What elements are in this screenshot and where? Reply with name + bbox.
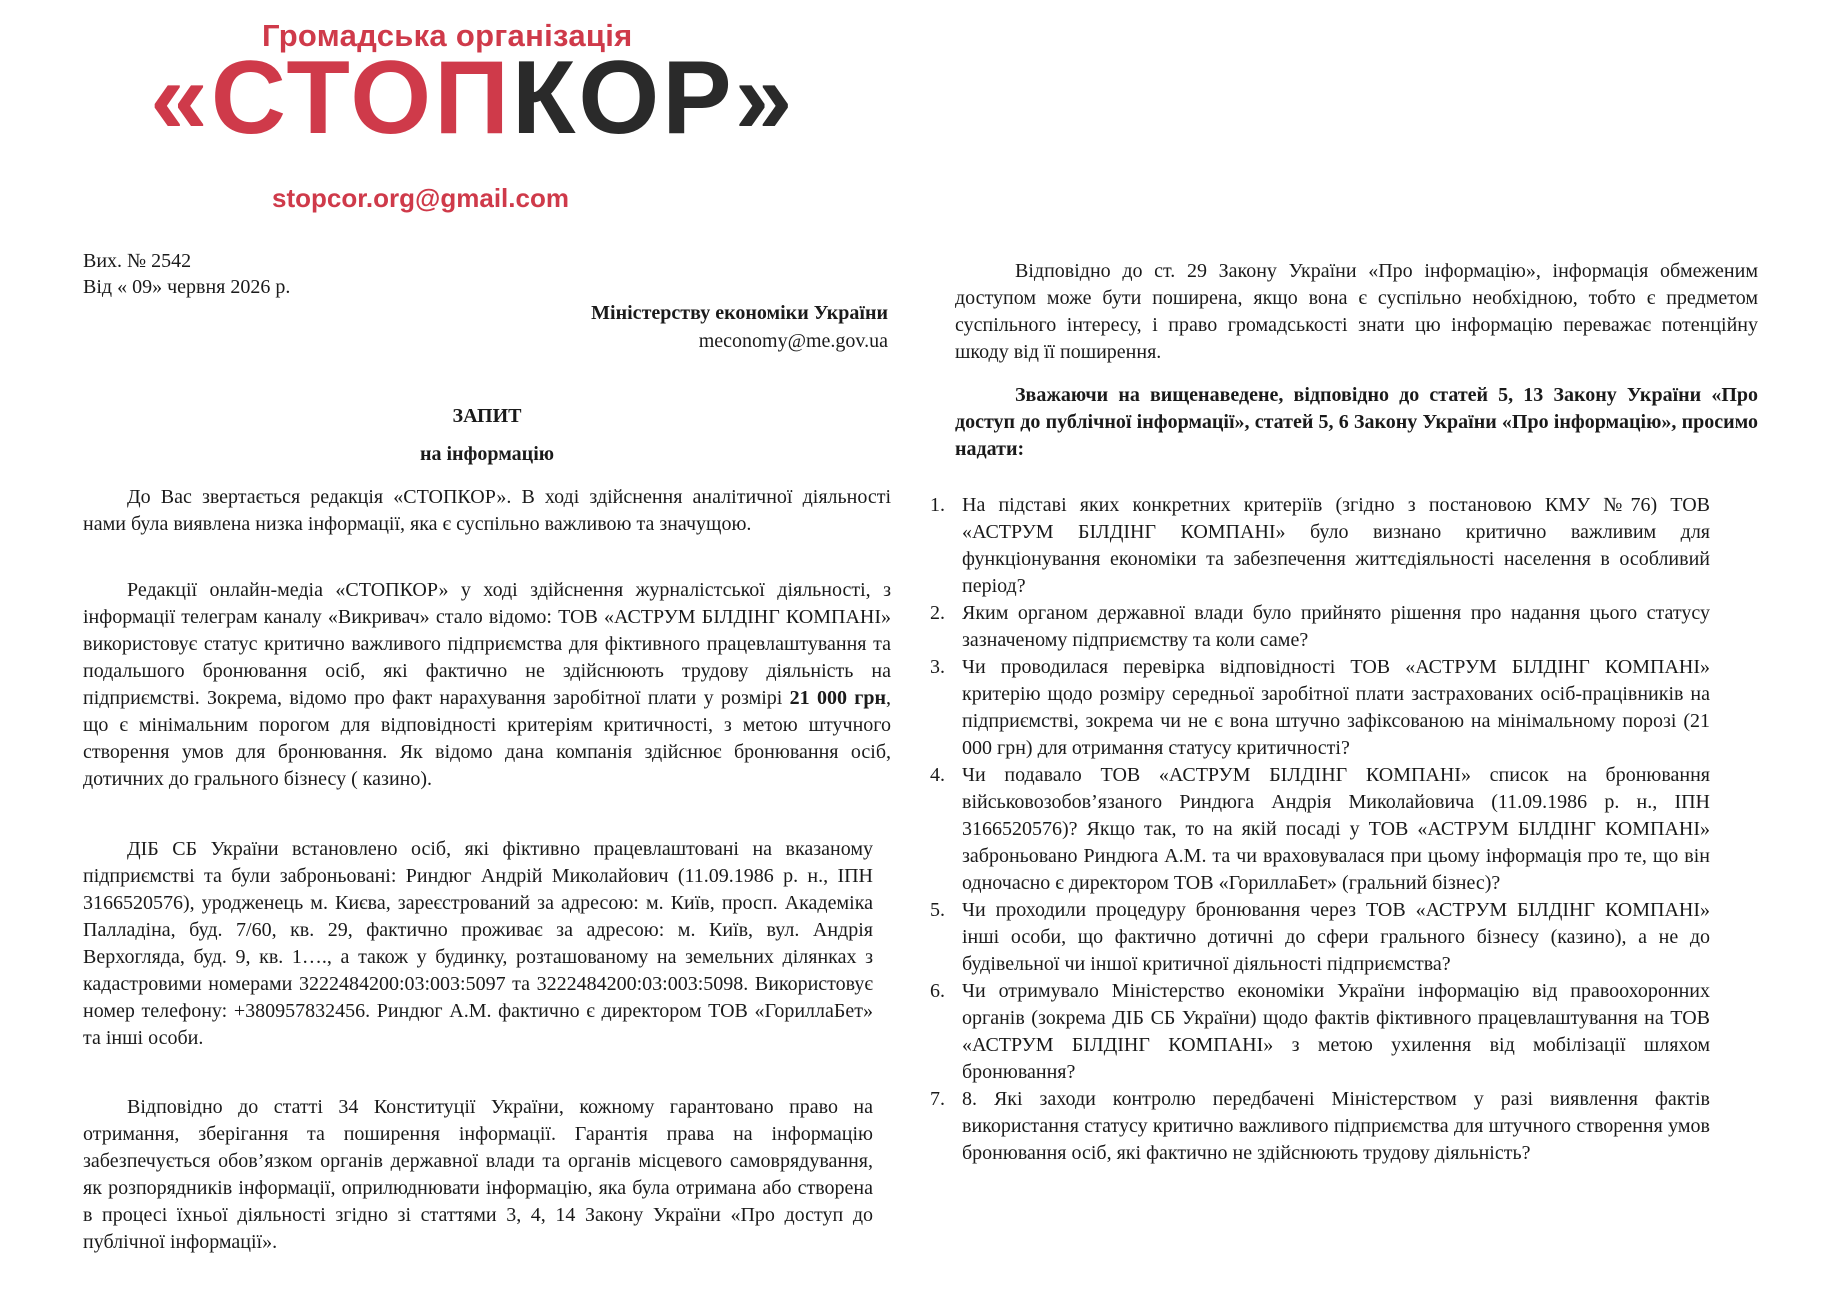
question-number: 4. [930,764,945,786]
question-number: 5. [930,899,945,921]
question-item [930,897,1710,978]
question-item [930,762,1710,897]
question-item [930,654,1710,762]
question-text: Чи проходили процедуру бронювання через ТОВ «АСТРУМ БІЛДІНГ КОМПАНІ» інші особи, що фактично дотичні до сфери грального бізнесу (казино), а не до будівельної чи іншої критичної діяльності підприємства? [962,899,1710,975]
question-text: Чи проводилася перевірка відповідності ТОВ «АСТРУМ БІЛДІНГ КОМПАНІ» критерію щодо розміру середньої заробітної плати застрахованих осіб-працівників на підприємстві, зокрема чи не є вона штучно зафіксованою на мінімальному порозі (21 000 грн) для отримання статусу критичності? [962,656,1710,759]
question-number: 2. [930,602,945,624]
question-number: 3. [930,656,945,678]
question-number: 7. [930,1088,945,1110]
request-paragraph: Зважаючи на вищенаведене, відповідно до статей 5, 13 Закону України «Про доступ до публічної інформації», статей 5, 6 Закону України «Про інформацію», просимо надати: [955,384,1758,460]
question-text: 8. Які заходи контролю передбачені Міністерством у разі виявлення фактів використання статусу критично важливого підприємства для штучного створення умов бронювання осіб, які фактично не здійснюють трудову діяльність? [962,1088,1710,1164]
findings-text-b: , що є мінімальним порогом для відповідності критеріям критичності, з метою штучного створення умов для бронювання. Як відомо дана компанія здійснює бронювання осіб, дотичних до грального бізнесу ( казино). [83,687,891,790]
header-email[interactable]: stopcor.org@gmail.com [272,183,569,213]
question-text: Чи подавало ТОВ «АСТРУМ БІЛДІНГ КОМПАНІ» список на бронювання військовозобов’язаного Риндюга Андрія Миколайовича (11.09.1986 р. н., ІПН 3166520576)? Якщо так, то на якій посаді у ТОВ «АСТРУМ БІЛДІНГ КОМПАНІ» заброньовано Риндюга А.М. та чи враховувалася при цьому інформація про те, що він одночасно є директором ТОВ «ГориллаБет» (гральний бізнес)? [962,764,1710,894]
document-title: ЗАПИТ [452,405,522,427]
document-subtitle: на інформацію [419,443,555,465]
question-text: На підставі яких конкретних критеріїв (згідно з постановою КМУ №76) ТОВ «АСТРУМ БІЛДІНГ КОМПАНІ» було визнано критично важливим для функціонування економіки та забезпечення життєдіяльності населення в особливий період? [962,494,1710,597]
question-text: Чи отримувало Міністерство економіки України інформацію від правоохоронних органів (зокрема ДІБ СБ України) щодо фактів фіктивного працевлаштування на ТОВ «АСТРУМ БІЛДІНГ КОМПАНІ» з метою ухилення від мобілізації шляхом бронювання? [962,980,1710,1083]
logo-part-red: «СТОП [150,40,512,156]
sbu-paragraph: ДІБ СБ України встановлено осіб, які фіктивно працевлаштовані на вказаному підприємстві та були заброньовані: Риндюг Андрій Миколайович (11.09.1986 р. н., ІПН 3166520576), уродженець м. Києва, зареєстрований за адресою: м. Київ, просп. Академіка Палладіна, буд. 7/60, кв. 29, фактично проживає за адресою: м. Київ, вул. Андрія Верхогляда, буд. 9, кв. 1…., а також у будинку, розташованому на земельних ділянках з кадастровими номерами 3222484200:03:003:5097 та 3222484200:03:003:5098. Використовує номер телефону: +380957832456. Риндюг А.М. фактично є директором ТОВ «ГориллаБет» та інші особи. [83,838,873,1049]
outgoing-number: Вих. № 2542 [83,250,192,272]
logo-part-dark: КОР» [511,40,796,156]
law-paragraph: Відповідно до ст. 29 Закону України «Про інформацію», інформація обмеженим доступом може бути поширена, якщо вона є суспільно необхідною, тобто є предметом суспільного інтересу, і право громадськості знати цю інформацію переважає потенційну шкоду від її поширення. [955,260,1758,363]
addressee-name: Міністерству економіки України [591,302,888,324]
question-number: 6. [930,980,945,1002]
question-item [930,978,1710,1086]
org-type-label: Громадська організація [262,18,633,53]
question-number: 1. [930,494,945,516]
question-item [930,1086,1710,1167]
org-logo [150,40,796,156]
letter-date: Від « 09» червня 2026 р. [83,276,291,298]
question-item [930,492,1710,600]
intro-paragraph: До Вас звертається редакція «СТОПКОР». В ході здійснення аналітичної діяльності нами була виявлена низка інформації, яка є суспільно важливою та значущою. [83,486,891,535]
question-text: Яким органом державної влади було прийнято рішення про надання цього статусу зазначеному підприємству та коли саме? [962,602,1710,651]
questions-list [930,492,1710,1167]
findings-paragraph [83,577,891,793]
salary-amount: 21 000 грн [789,687,886,709]
addressee-email[interactable]: meconomy@me.gov.ua [698,330,888,352]
findings-text-a: Редакції онлайн-медіа «СТОПКОР» у ході здійснення журналістської діяльності, з інформації телеграм каналу «Викривач» стало відомо: ТОВ «АСТРУМ БІЛДІНГ КОМПАНІ» використовує статус критично важливого підприємства для фіктивного працевлаштування та подальшого бронювання осіб, які фактично не здійснюють трудову діяльність на підприємстві. Зокрема, відомо про факт нарахування заробітної плати у розмірі [83,579,891,709]
constitution-paragraph: Відповідно до статті 34 Конституції України, кожному гарантовано право на отримання, зберігання та поширення інформації. Гарантія права на інформацію забезпечується обов’язком органів державної влади та органів місцевого самоврядування, як розпорядників інформації, оприлюднювати інформацію, яка була отримана або створена в процесі їхньої діяльності згідно зі статтями 3, 4, 14 Закону України «Про доступ до публічної інформації». [83,1096,873,1253]
question-item [930,600,1710,654]
